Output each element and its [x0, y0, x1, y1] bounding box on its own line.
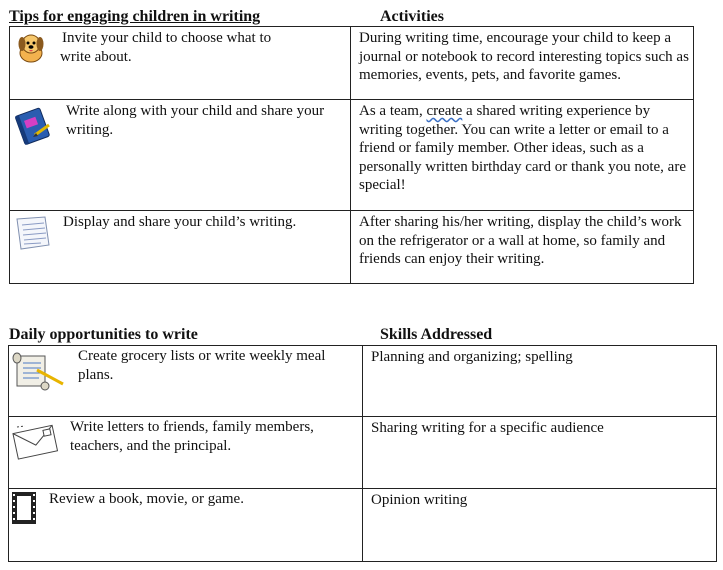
- activity-text: As a team,: [359, 103, 427, 119]
- tip-text-line2: writing.: [66, 121, 114, 138]
- flagged-word: create: [426, 103, 463, 119]
- activities-header: Activities: [380, 8, 444, 25]
- activity-cell: After sharing his/her writing, display the child’s work on the refrigerator or a wall at home, so family and friends can enjoy their writing.: [351, 211, 694, 284]
- tip-text-line2: write about.: [60, 48, 132, 65]
- tip-text-line1: Write along with your child and share your: [66, 103, 325, 119]
- table-row: [9, 489, 717, 562]
- opportunity-text-line2: teachers, and the principal.: [70, 437, 232, 454]
- table-row: [10, 100, 694, 211]
- opportunity-cell: [9, 417, 363, 489]
- tip-cell: [10, 100, 351, 211]
- tip-text-line1: Display and share your child’s writing.: [63, 214, 297, 230]
- skill-cell: Sharing writing for a specific audience: [363, 417, 717, 489]
- daily-header: Daily opportunities to write: [9, 326, 198, 343]
- opportunity-cell: [9, 346, 363, 417]
- notebook-icon: [13, 105, 53, 151]
- envelope-letter-icon: [11, 421, 61, 467]
- tip-cell: [10, 211, 351, 284]
- table-row: [9, 417, 717, 489]
- activity-cell: During writing time, encourage your child to keep a journal or notebook to record interesting topics such as memories, events, pets, and favorite games.: [351, 27, 694, 100]
- table-row: [9, 346, 717, 417]
- tips-table: [9, 26, 694, 284]
- tip-text-line1: Invite your child to choose what to: [62, 30, 272, 46]
- opportunity-text-line1: Write letters to friends, family members,: [70, 419, 314, 435]
- daily-table: [8, 345, 717, 562]
- table-row: [10, 211, 694, 284]
- opportunity-text-line1: Review a book, movie, or game.: [49, 491, 244, 507]
- activity-cell: [351, 100, 694, 211]
- opportunity-cell: [9, 489, 363, 562]
- paper-icon: [13, 215, 51, 257]
- skills-header: Skills Addressed: [380, 326, 493, 343]
- dog-icon: [14, 31, 48, 71]
- skill-cell: Opinion writing: [363, 489, 717, 562]
- scroll-list-icon: [11, 350, 67, 398]
- tips-header: Tips for engaging children in writing: [9, 8, 261, 25]
- tip-cell: [10, 27, 351, 100]
- opportunity-text-line1: Create grocery lists or write weekly meal: [78, 348, 326, 364]
- opportunity-text-line2: plans.: [78, 366, 114, 383]
- film-strip-icon: [11, 491, 37, 531]
- table-row: [10, 27, 694, 100]
- activity-text: a shared writing experience by writing together. You can write a letter or email to a friend or family member. Other ideas, such as a personally written birthday card or thank you note, are special!: [359, 103, 686, 193]
- skill-cell: Planning and organizing; spelling: [363, 346, 717, 417]
